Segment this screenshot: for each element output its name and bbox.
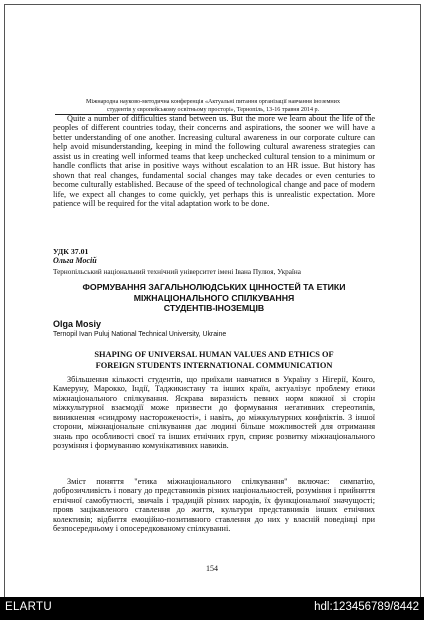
udc-code: УДК 37.01 (53, 247, 89, 256)
article-title-uk (53, 282, 375, 314)
author-name-uk: Ольга Мосій (53, 256, 97, 265)
affiliation-en: Ternopil Ivan Puluj National Technical University, Ukraine (53, 331, 227, 338)
article-title-en (53, 350, 375, 371)
viewer-footer-bar (0, 597, 424, 620)
conference-header (54, 98, 372, 114)
title-en-line-1: SHAPING OF UNIVERSAL HUMAN VALUES AND ETHICS OF (94, 350, 334, 359)
title-uk-line-3: СТУДЕНТІВ-ІНОЗЕМЦІВ (163, 303, 265, 313)
page-number: 154 (206, 564, 218, 573)
affiliation-uk: Тернопільський національний технічний університет імені Івана Пулюя, Україна (53, 268, 301, 276)
intro-paragraph: Quite a number of difficulties stand between us. But the more we learn about the life of the peoples of different countries today, their concerns and aspirations, the sooner we will have a better understanding of one another. Increasing cultural awareness in our corporate culture can help avoid misunderstanding, keeping in mind the following cultural awareness strategies can assist us in creating well informed teams that keep unchecked cultural tension to a minimum or handle conflicts that arise in positive ways without escalation to an HR issue. But history has shown that real changes, fundamental social changes may take decades or even centuries to become culturally established. Because of the speed of technological change and pace of modern life, we expect all changes to come quickly, yet perhaps this is unrealistic expectation. More patience will be required for the vital adaptation work to be done. (53, 114, 375, 209)
body-paragraph-2: Зміст поняття "етика міжнаціонального спілкування" включає: симпатію, доброзичливість і повагу до представників різних національностей, розуміння і прийняття етнічної самобутності, звичаїв і традицій різних народів, їх функціональної значущості; прояв зацікавленого ставлення до життя, культури представників інших етнічних колективів; відбиття емоційно-позитивного ставлення до них у власній поведінці при безпосередньому і опосередкованому спілкуванні. (53, 477, 375, 534)
header-line-1: Міжнародна науково-методична конференція «Актуальні питання організації навчання іноземних (86, 99, 340, 105)
repository-label: ELARTU (5, 601, 52, 613)
author-name-en: Olga Mosiy (53, 319, 102, 329)
title-en-line-2: FOREIGN STUDENTS INTERNATIONAL COMMUNICATION (95, 360, 333, 370)
body-paragraph-1: Збільшення кількості студентів, що приїхали навчатися в Україну з Нігерії, Конго, Камеруну, Марокко, Індії, Таджикистану та інших країн, актуалізує проблему етики міжнаціонального спілкування. Яскрава виразність певних норм кожної зі сторін міжкультурної взаємодії може призвести до формування негативних стереотипів, виникнення «синдрому настороженості», і навіть, до міжкультурних конфліктів. З іншої сторони, міжнаціональне спілкування дає людині більше можливостей для отримання знань про особливості своєї та інших етнічних груп, сприяє розвитку міжнаціонального розуміння і формуванню комунікативних навиків. (53, 375, 375, 451)
handle-label: hdl:123456789/8442 (314, 601, 419, 613)
header-line-2: студентів у європейському освітньому просторі», Тернопіль, 13-16 травня 2014 р. (106, 107, 320, 113)
title-uk-line-1: ФОРМУВАННЯ ЗАГАЛЬНОЛЮДСЬКИХ ЦІННОСТЕЙ ТА ЕТИКИ (82, 282, 346, 292)
title-uk-line-2: МІЖНАЦІОНАЛЬНОГО СПІЛКУВАННЯ (133, 292, 295, 303)
